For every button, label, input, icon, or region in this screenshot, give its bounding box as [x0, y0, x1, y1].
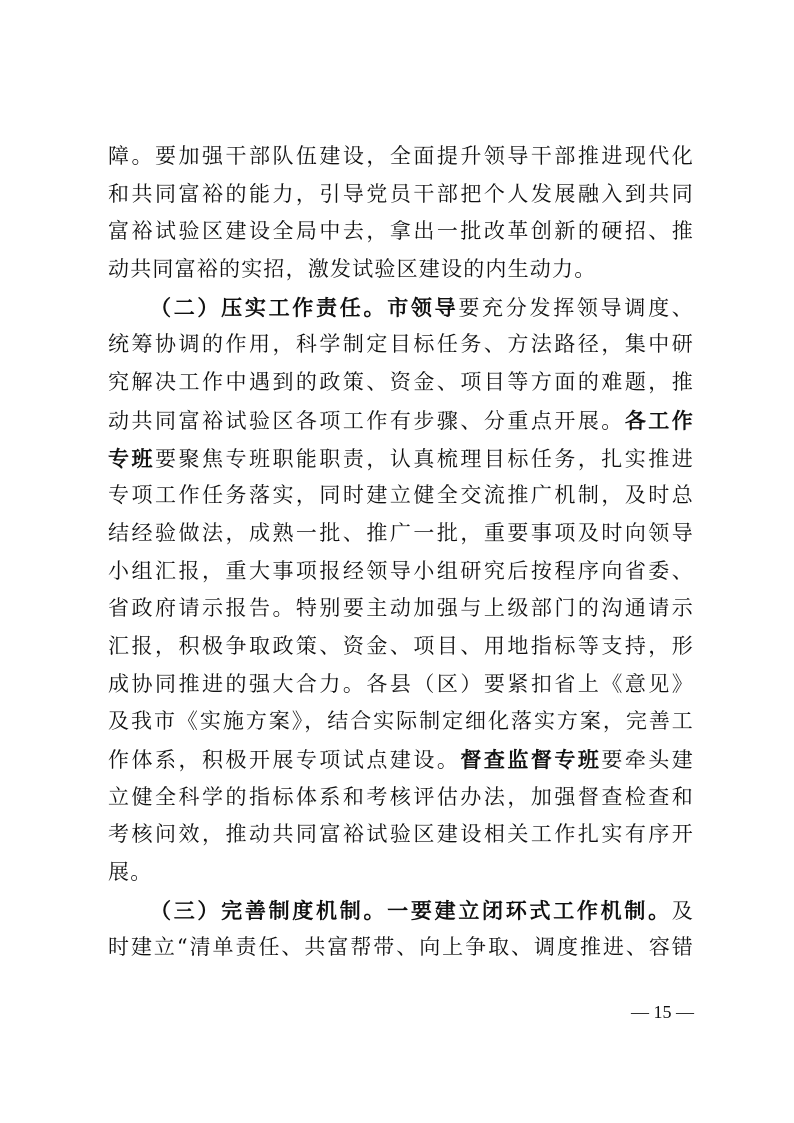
- text-segment: 作体系，积极开展专项试点建设。: [108, 748, 461, 772]
- text-segment: 究解决工作中遇到的政策、资金、项目等方面的难题，推: [108, 370, 694, 395]
- text-segment: 要牵头建: [601, 748, 694, 772]
- text-segment: 统筹协调的作用，科学制定目标任务、方法路径，集中研: [108, 332, 694, 357]
- text-line: [108, 741, 694, 779]
- text-segment: 汇报，积极争取政策、资金、项目、用地指标等支持，形: [108, 633, 694, 658]
- bold-text-segment: 各工作: [624, 407, 694, 433]
- text-line: [108, 666, 694, 704]
- text-segment: 障。要加强干部队伍建设，全面提升领导干部推进现代化: [108, 144, 694, 168]
- text-line: [108, 213, 694, 251]
- bold-text-segment: （三）完善制度机制。一要建立闭环式工作机制。: [150, 897, 672, 923]
- text-line: [108, 628, 694, 666]
- body-text: [108, 138, 694, 967]
- text-segment: 专项工作任务落实，同时建立健全交流推广机制，及时总: [108, 483, 694, 508]
- text-line: [108, 326, 694, 364]
- text-line: [108, 816, 694, 854]
- text-line: [108, 138, 694, 176]
- bold-text-segment: （二）压实工作责任。: [150, 294, 388, 320]
- text-line: [108, 929, 694, 967]
- text-segment: 时建立“清单责任、共富帮带、向上争取、调度推进、容错: [108, 935, 694, 960]
- text-line: [108, 854, 694, 892]
- text-segment: 立健全科学的指标体系和考核评估办法，加强督查检查和: [108, 784, 694, 809]
- bold-text-segment: 市领导: [387, 294, 459, 320]
- bold-text-segment: 专班: [108, 445, 155, 471]
- text-segment: 小组汇报，重大事项报经领导小组研究后按程序向省委、: [108, 558, 694, 583]
- text-segment: 及我市《实施方案》，结合实际制定细化落实方案，完善工: [108, 709, 694, 734]
- text-segment: 省政府请示报告。特别要主动加强与上级部门的沟通请示: [108, 596, 694, 621]
- text-line: [108, 553, 694, 591]
- text-segment: 要充分发挥领导调度、: [458, 295, 694, 320]
- text-segment: 动共同富裕试验区各项工作有步骤、分重点开展。: [108, 408, 625, 433]
- text-line: [108, 703, 694, 741]
- text-line: [108, 364, 694, 402]
- text-segment: 结经验做法，成熟一批、推广一批，重要事项及时向领导: [108, 520, 694, 545]
- text-line: [108, 892, 694, 930]
- text-line: [108, 440, 694, 478]
- bold-text-segment: 督查监督专班: [460, 747, 602, 772]
- text-segment: 富裕试验区建设全局中去，拿出一批改革创新的硬招、推: [108, 219, 694, 244]
- text-segment: 成协同推进的强大合力。各县（区）要紧扣省上《意见》: [108, 671, 694, 696]
- text-line: [108, 402, 694, 440]
- text-segment: 和共同富裕的能力，引导党员干部把个人发展融入到共同: [108, 181, 694, 206]
- text-line: [108, 779, 694, 817]
- text-segment: 及: [671, 898, 694, 923]
- text-line: [108, 251, 694, 289]
- text-line: [108, 515, 694, 553]
- text-segment: 要聚焦专班职能职责，认真梳理目标任务，扎实推进: [154, 446, 694, 471]
- page-number: — 15 —: [631, 1002, 694, 1022]
- text-line: [108, 477, 694, 515]
- text-segment: 考核问效，推动共同富裕试验区建设相关工作扎实有序开: [108, 822, 694, 847]
- text-segment: 展。: [108, 860, 153, 885]
- text-segment: 动共同富裕的实招，激发试验区建设的内生动力。: [108, 257, 597, 282]
- text-line: [108, 176, 694, 214]
- text-line: [108, 590, 694, 628]
- text-line: [108, 289, 694, 327]
